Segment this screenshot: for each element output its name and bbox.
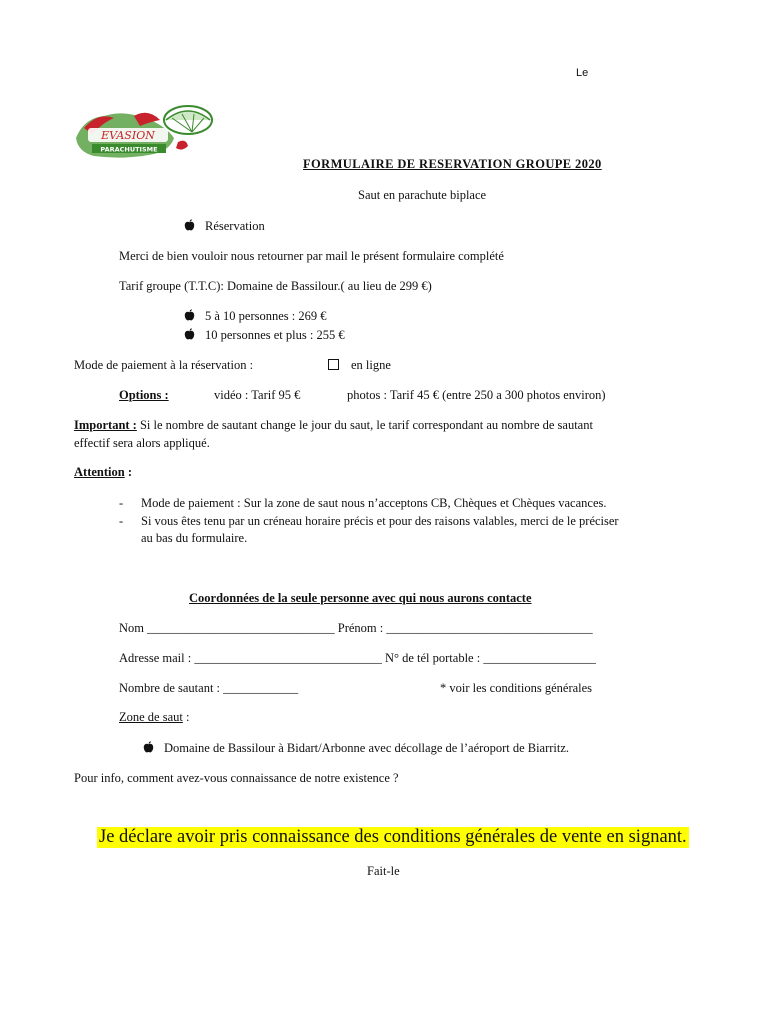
reservation-label: Réservation [205, 219, 265, 233]
attention-label: Attention [74, 465, 125, 479]
important-text-continued: effectif sera alors appliqué. [74, 436, 210, 450]
name-field-line[interactable]: Nom ______________________________ Prénom : _________________________________ [119, 621, 593, 635]
intro-text: Merci de bien vouloir nous retourner par mail le présent formulaire complété [119, 249, 504, 263]
contact-heading: Coordonnées de la seule personne avec qui nous aurons contacte [189, 591, 532, 605]
zone-item-text: Domaine de Bassilour à Bidart/Arbonne avec décollage de l’aéroport de Biarritz. [164, 741, 570, 755]
form-title: FORMULAIRE DE RESERVATION GROUPE 2020 [303, 157, 602, 171]
logo-text: EVASION [101, 129, 155, 142]
attention-item-continued: au bas du formulaire. [141, 531, 248, 545]
payment-label: Mode de paiement à la réservation : [74, 358, 254, 372]
options-label: Options : [119, 388, 169, 402]
info-question: Pour info, comment avez-vous connaissance de notre existence ? [74, 771, 399, 785]
price-item [184, 309, 327, 324]
logo-image [74, 98, 214, 162]
attention-item-text: Si vous êtes tenu par un créneau horaire précis et pour des raisons valables, merci de le préciser [141, 514, 619, 528]
apple-bullet-icon [184, 219, 195, 231]
attention-item [119, 496, 607, 511]
important-label: Important : [74, 418, 137, 432]
jumpers-count-field[interactable]: Nombre de sautant : ____________ [119, 681, 299, 695]
apple-bullet-icon [184, 309, 195, 321]
zone-label: Zone de saut [119, 710, 183, 724]
reservation-item [184, 219, 265, 234]
form-subtitle: Saut en parachute biplace [358, 188, 487, 202]
price-item [184, 328, 345, 343]
company-logo [74, 98, 214, 162]
photos-option: photos : Tarif 45 € (entre 250 a 300 photos environ) [347, 388, 606, 402]
tarif-text: Tarif groupe (T.T.C): Domaine de Bassilour.( au lieu de 299 €) [119, 279, 432, 293]
list-dash: - [119, 514, 124, 528]
logo-subtext: PARACHUTISME [100, 145, 158, 154]
conditions-note: * voir les conditions générales [440, 681, 593, 695]
zone-colon: : [182, 710, 190, 724]
price-label: 5 à 10 personnes : 269 € [205, 309, 327, 323]
attention-item-text: Mode de paiement : Sur la zone de saut nous n’acceptons CB, Chèques et Chèques vacances. [141, 496, 607, 510]
zone-heading [119, 710, 189, 725]
online-payment-checkbox[interactable] [328, 359, 339, 370]
fait-le-label: Fait-le [367, 864, 400, 878]
declaration-banner: Je déclare avoir pris connaissance des conditions générales de vente en signant. [99, 827, 687, 847]
important-text: Si le nombre de sautant change le jour du saut, le tarif correspondant au nombre de sautant [136, 418, 593, 432]
attention-heading [74, 465, 132, 480]
date-label: Le [576, 67, 589, 79]
payment-option[interactable] [328, 358, 391, 373]
important-note [74, 418, 593, 433]
payment-option-label: en ligne [351, 358, 391, 372]
apple-bullet-icon [143, 741, 154, 753]
attention-item [119, 514, 619, 529]
email-field-line[interactable]: Adresse mail : ______________________________ N° de tél portable : __________________ [119, 651, 596, 665]
price-label: 10 personnes et plus : 255 € [205, 328, 345, 342]
list-dash: - [119, 496, 124, 510]
video-option: vidéo : Tarif 95 € [214, 388, 301, 402]
zone-item [143, 741, 569, 756]
apple-bullet-icon [184, 328, 195, 340]
attention-colon: : [124, 465, 132, 479]
